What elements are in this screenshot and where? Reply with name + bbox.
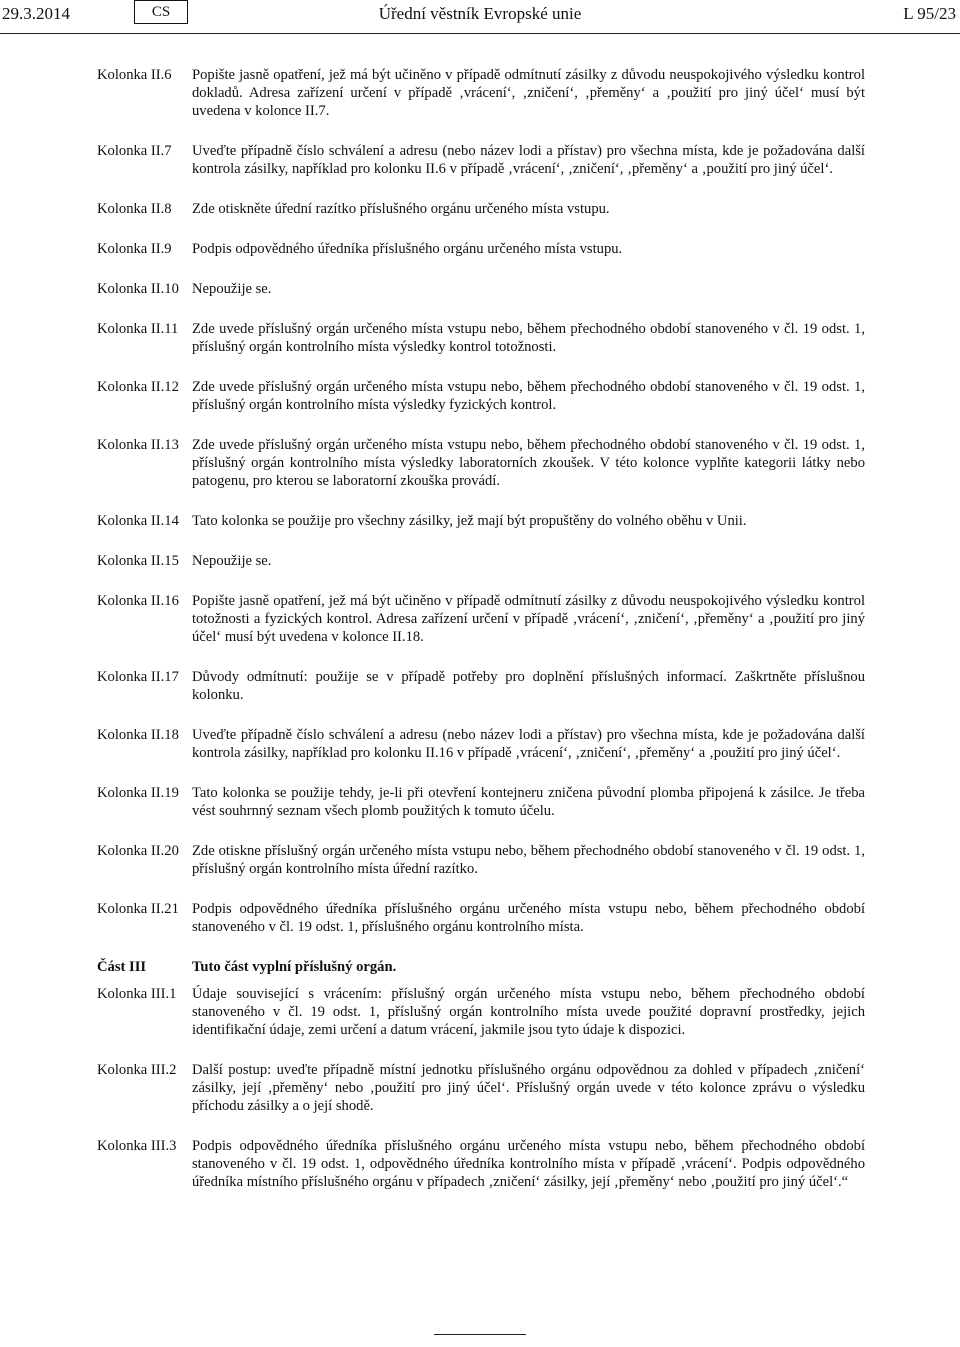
entry-II-14 [97, 512, 865, 530]
page-reference: L 95/23 [903, 4, 956, 23]
entry-label: Kolonka II.13 [97, 437, 179, 453]
entry-label: Kolonka II.17 [97, 669, 179, 685]
entry-II-10 [97, 280, 865, 298]
part-III-heading [97, 958, 865, 976]
entry-label: Kolonka III.2 [97, 1062, 177, 1078]
entry-label: Kolonka II.14 [97, 513, 179, 529]
entry-II-20 [97, 842, 865, 878]
entry-text: Zde uvede příslušný orgán určeného místa vstupu nebo, během přechodného období stanoveného v čl. 19 odst. 1, příslušný orgán kontrolního místa výsledky fyzických kontrol. [192, 379, 865, 413]
page-header [0, 0, 960, 34]
entry-label: Kolonka II.20 [97, 843, 179, 859]
entry-label: Kolonka II.10 [97, 281, 179, 297]
entry-text: Další postup: uveďte případně místní jednotku příslušného orgánu odpovědnou za dohled v případech ‚zničení‘ zásilky, její ‚přeměny‘ nebo ‚použití pro jiný účel‘. Příslušný orgán uvede v této kolonce zprávu o výsledku příchodu zásilky a o její shodě. [192, 1062, 865, 1114]
entry-text: Zde otiskněte úřední razítko příslušného orgánu určeného místa vstupu. [192, 201, 610, 217]
entry-text: Důvody odmítnutí: použije se v případě potřeby pro doplnění příslušných informací. Zaškrtněte příslušnou kolonku. [192, 669, 865, 703]
entry-II-9 [97, 240, 865, 258]
entry-text: Popište jasně opatření, jež má být učiněno v případě odmítnutí zásilky z důvodu neuspokojivého výsledku kontrol dokladů. Adresa zařízení určení v případě ‚vrácení‘, ‚zničení‘, ‚přeměny‘ a ‚použití pro jiný účel‘ musí být uvedena v kolonce II.7. [192, 67, 865, 119]
entry-text: Nepoužije se. [192, 281, 272, 297]
entry-II-18 [97, 726, 865, 762]
entry-text: Popište jasně opatření, jež má být učiněno v případě odmítnutí zásilky z důvodu neuspokojivého výsledku kontrol totožnosti a fyzických kontrol. Adresa zařízení určení v případě ‚vrácení‘, ‚zničení‘, ‚přeměny‘ a ‚použití pro jiný účel‘ musí být uvedena v kolonce II.18. [192, 593, 865, 645]
entry-label: Kolonka II.11 [97, 321, 179, 337]
entry-II-8 [97, 200, 865, 218]
part-label: Část III [97, 959, 147, 975]
entry-label: Kolonka II.19 [97, 785, 179, 801]
entry-text: Zde otiskne příslušný orgán určeného místa vstupu nebo, během přechodného období stanoveného v čl. 19 odst. 1, příslušný orgán kontrolního místa úřední razítko. [192, 843, 865, 877]
language-badge: CS [134, 0, 188, 24]
entry-text: Podpis odpovědného úředníka příslušného orgánu určeného místa vstupu nebo, během přechodného období stanoveného v čl. 19 odst. 1, odpovědného úředníka kontrolního místa v případě ‚vrácení‘. Podpis odpovědného úředníka místního příslušného orgánu v případech ‚zničení‘ zásilky, její ‚přeměny‘ nebo ‚použití pro jiný účel‘.“ [192, 1138, 865, 1190]
entry-label: Kolonka II.15 [97, 553, 179, 569]
entry-label: Kolonka III.1 [97, 986, 177, 1002]
entry-text: Nepoužije se. [192, 553, 272, 569]
entry-II-16 [97, 592, 865, 646]
entry-text: Podpis odpovědného úředníka příslušného orgánu určeného místa vstupu nebo, během přechodného období stanoveného v čl. 19 odst. 1, příslušného orgánu kontrolního místa. [192, 901, 865, 935]
entry-label: Kolonka II.21 [97, 901, 179, 917]
entry-III-2 [97, 1061, 865, 1115]
publication-date: 29.3.2014 [2, 4, 70, 23]
document-body [97, 66, 865, 1213]
entry-II-19 [97, 784, 865, 820]
entry-label: Kolonka II.6 [97, 67, 172, 83]
header-divider [0, 33, 960, 34]
entry-II-13 [97, 436, 865, 490]
entry-text: Uveďte případně číslo schválení a adresu (nebo název lodi a přístav) pro všechna místa, kde je požadována další kontrola zásilky, například pro kolonku II.16 v případě ‚vrácení‘, ‚zničení‘, ‚přeměny‘ a ‚použití pro jiný účel‘. [192, 727, 865, 761]
entry-II-7 [97, 142, 865, 178]
entry-text: Tato kolonka se použije pro všechny zásilky, jež mají být propuštěny do volného oběhu v Unii. [192, 513, 747, 529]
entry-II-12 [97, 378, 865, 414]
entry-text: Tato kolonka se použije tehdy, je-li při otevření kontejneru zničena původní plomba připojená k zásilce. Je třeba vést souhrnný seznam všech plomb použitých k tomuto účelu. [192, 785, 865, 819]
entry-label: Kolonka II.9 [97, 241, 172, 257]
entry-label: Kolonka II.8 [97, 201, 172, 217]
entry-III-1 [97, 985, 865, 1039]
entry-label: Kolonka II.7 [97, 143, 172, 159]
entry-II-6 [97, 66, 865, 120]
entry-text: Údaje související s vrácením: příslušný orgán určeného místa vstupu nebo, během přechodného období stanoveného v čl. 19 odst. 1, příslušný orgán kontrolního místa uvede použité dopravní prostředky, jejich identifikační údaje, zemi určení a datum vrácení, jakmile jsou tyto údaje k dispozici. [192, 986, 865, 1038]
entry-label: Kolonka III.3 [97, 1138, 177, 1154]
entry-III-3 [97, 1137, 865, 1191]
entry-label: Kolonka II.18 [97, 727, 179, 743]
entry-label: Kolonka II.12 [97, 379, 179, 395]
entry-text: Podpis odpovědného úředníka příslušného orgánu určeného místa vstupu. [192, 241, 623, 257]
part-intro: Tuto část vyplní příslušný orgán. [192, 959, 397, 975]
footer-divider [434, 1334, 526, 1335]
entry-II-17 [97, 668, 865, 704]
entry-text: Zde uvede příslušný orgán určeného místa vstupu nebo, během přechodného období stanoveného v čl. 19 odst. 1, příslušný orgán kontrolního místa výsledky laboratorních zkoušek. V této kolonce vyplňte kategorii látky nebo patogenu, pro kterou se laboratorní zkouška provádí. [192, 437, 865, 489]
entry-text: Zde uvede příslušný orgán určeného místa vstupu nebo, během přechodného období stanoveného v čl. 19 odst. 1, příslušný orgán kontrolního místa výsledky kontrol totožnosti. [192, 321, 865, 355]
entry-II-15 [97, 552, 865, 570]
entry-II-21 [97, 900, 865, 936]
journal-title: Úřední věstník Evropské unie [378, 4, 582, 23]
entry-text: Uveďte případně číslo schválení a adresu (nebo název lodi a přístav) pro všechna místa, kde je požadována další kontrola zásilky, například pro kolonku II.6 v případě ‚vrácení‘, ‚zničení‘, ‚přeměny‘ a ‚použití pro jiný účel‘. [192, 143, 865, 177]
entry-II-11 [97, 320, 865, 356]
entry-label: Kolonka II.16 [97, 593, 179, 609]
